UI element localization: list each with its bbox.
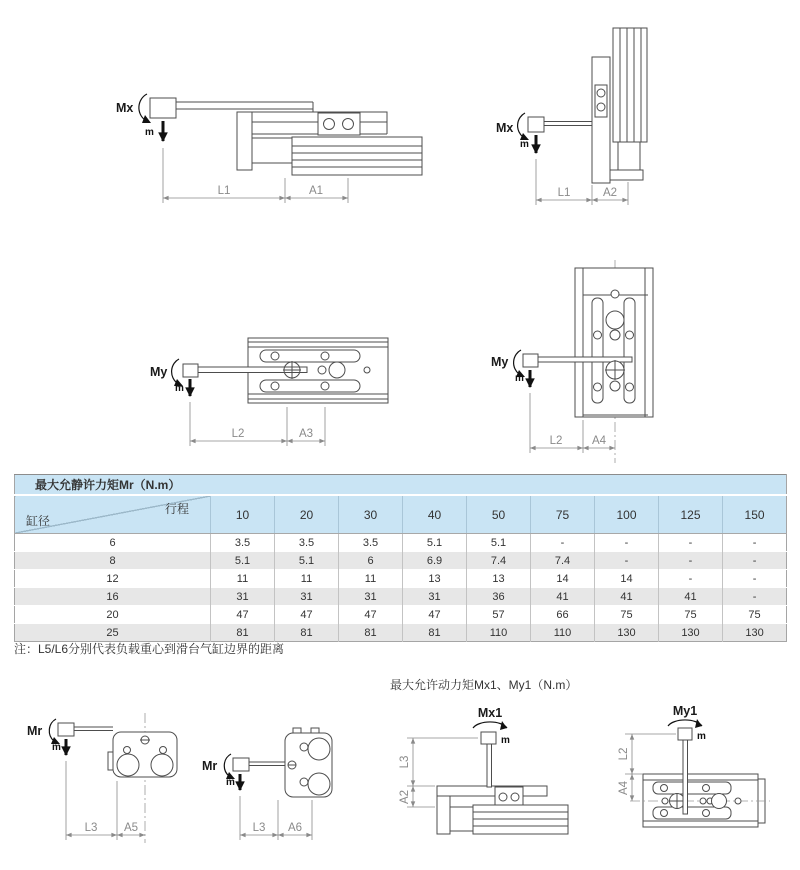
value-cell: 11 bbox=[211, 570, 275, 588]
dim-label-l2: L2 bbox=[618, 747, 630, 761]
dim-label-l1: L1 bbox=[217, 185, 231, 197]
value-cell: 7.4 bbox=[467, 552, 531, 570]
value-cell: 14 bbox=[595, 570, 659, 588]
dim-label-a3: A3 bbox=[298, 428, 314, 440]
diagram-mr-end-svg bbox=[20, 710, 195, 855]
moment-label: Mr bbox=[202, 759, 218, 773]
value-cell: 13 bbox=[467, 570, 531, 588]
table-row bbox=[15, 606, 787, 624]
mass-label: m bbox=[515, 373, 524, 384]
diagram-mx-front-svg bbox=[490, 15, 670, 210]
dim-label-a4: A4 bbox=[618, 780, 630, 796]
bore-header-label: 缸径 bbox=[26, 514, 51, 528]
stroke-col-header: 30 bbox=[339, 495, 403, 534]
load-block bbox=[523, 354, 538, 367]
value-cell: 3.5 bbox=[339, 534, 403, 552]
value-cell: 5.1 bbox=[211, 552, 275, 570]
value-cell: 130 bbox=[723, 624, 787, 642]
value-cell: 75 bbox=[723, 606, 787, 624]
value-cell: - bbox=[659, 552, 723, 570]
table-title-row bbox=[15, 475, 787, 496]
dim-label-a1: A1 bbox=[308, 185, 324, 197]
load-block bbox=[528, 117, 544, 132]
diagram-my-top bbox=[145, 325, 435, 460]
diagram-mx1-side-svg bbox=[398, 703, 583, 863]
value-cell: - bbox=[659, 534, 723, 552]
value-cell: 75 bbox=[659, 606, 723, 624]
table-title: 最大允静许力矩Mr（N.m） bbox=[15, 475, 787, 496]
value-cell: 81 bbox=[339, 624, 403, 642]
value-cell: 36 bbox=[467, 588, 531, 606]
moment-arc-icon bbox=[668, 719, 702, 728]
load-block bbox=[233, 758, 249, 771]
diagram-my-front bbox=[490, 258, 670, 468]
moment-label: My bbox=[150, 365, 168, 379]
table-row bbox=[15, 624, 787, 642]
mass-label: m bbox=[520, 139, 529, 150]
dim-label-a5: A5 bbox=[123, 822, 139, 834]
value-cell: 81 bbox=[275, 624, 339, 642]
bore-cell: 20 bbox=[15, 606, 211, 624]
value-cell: 31 bbox=[403, 588, 467, 606]
dim-label-l1: L1 bbox=[557, 187, 571, 199]
dim-label-l2: L2 bbox=[231, 428, 245, 440]
diagram-mr-side-svg bbox=[195, 710, 370, 855]
table-row bbox=[15, 552, 787, 570]
value-cell: - bbox=[723, 588, 787, 606]
stroke-col-header: 125 bbox=[659, 495, 723, 534]
moment-label: Mx1 bbox=[477, 706, 503, 720]
dim-label-a4: A4 bbox=[591, 435, 607, 447]
moment-arc-icon bbox=[473, 721, 507, 730]
mass-label: m bbox=[52, 742, 61, 753]
table-row bbox=[15, 534, 787, 552]
diagram-my1-top bbox=[612, 700, 792, 865]
moment-label: Mx bbox=[116, 101, 134, 115]
value-cell: 81 bbox=[211, 624, 275, 642]
dynamic-moment-section-title: 最大允许动力矩Mx1、My1（N.m） bbox=[390, 678, 578, 692]
value-cell: 6 bbox=[339, 552, 403, 570]
value-cell: 5.1 bbox=[275, 552, 339, 570]
value-cell: - bbox=[595, 552, 659, 570]
load-block bbox=[58, 723, 74, 736]
value-cell: - bbox=[723, 552, 787, 570]
stroke-col-header: 100 bbox=[595, 495, 659, 534]
moment-arc-icon bbox=[139, 94, 151, 123]
bore-cell: 12 bbox=[15, 570, 211, 588]
value-cell: 57 bbox=[467, 606, 531, 624]
value-cell: 81 bbox=[403, 624, 467, 642]
value-cell: 5.1 bbox=[403, 534, 467, 552]
value-cell: 47 bbox=[339, 606, 403, 624]
value-cell: 130 bbox=[659, 624, 723, 642]
stroke-col-header: 150 bbox=[723, 495, 787, 534]
value-cell: 3.5 bbox=[211, 534, 275, 552]
stroke-col-header: 10 bbox=[211, 495, 275, 534]
mass-label: m bbox=[697, 731, 706, 742]
bore-cell: 6 bbox=[15, 534, 211, 552]
value-cell: 11 bbox=[275, 570, 339, 588]
value-cell: 47 bbox=[275, 606, 339, 624]
table-header-row bbox=[15, 495, 787, 534]
value-cell: - bbox=[659, 570, 723, 588]
value-cell: - bbox=[531, 534, 595, 552]
value-cell: 3.5 bbox=[275, 534, 339, 552]
diagram-mx1-side bbox=[398, 703, 583, 863]
dim-label-l3: L3 bbox=[252, 822, 266, 834]
diagram-my-front-svg bbox=[490, 258, 670, 468]
stroke-col-header: 50 bbox=[467, 495, 531, 534]
moment-label: My1 bbox=[672, 704, 698, 718]
load-block bbox=[150, 98, 176, 118]
value-cell: 66 bbox=[531, 606, 595, 624]
diagram-my1-top-svg bbox=[612, 700, 792, 865]
mass-label: m bbox=[226, 777, 235, 788]
load-block bbox=[481, 732, 496, 744]
value-cell: 31 bbox=[275, 588, 339, 606]
diagram-mr-side bbox=[195, 710, 370, 855]
value-cell: - bbox=[595, 534, 659, 552]
mass-label: m bbox=[145, 127, 154, 138]
value-cell: 31 bbox=[339, 588, 403, 606]
value-cell: 6.9 bbox=[403, 552, 467, 570]
moment-label: Mr bbox=[27, 724, 43, 738]
value-cell: 13 bbox=[403, 570, 467, 588]
table-row bbox=[15, 588, 787, 606]
value-cell: 110 bbox=[467, 624, 531, 642]
value-cell: 110 bbox=[531, 624, 595, 642]
value-cell: 41 bbox=[595, 588, 659, 606]
diagram-mx-side bbox=[100, 82, 470, 212]
diagram-mx-side-svg bbox=[100, 82, 470, 212]
bore-cell: 8 bbox=[15, 552, 211, 570]
value-cell: 75 bbox=[595, 606, 659, 624]
value-cell: 41 bbox=[659, 588, 723, 606]
value-cell: 47 bbox=[403, 606, 467, 624]
bore-cell: 25 bbox=[15, 624, 211, 642]
value-cell: 7.4 bbox=[531, 552, 595, 570]
moment-arc-icon bbox=[518, 113, 529, 140]
diagram-mx-front bbox=[490, 15, 670, 210]
dim-label-l3: L3 bbox=[84, 822, 98, 834]
dim-label-a6: A6 bbox=[287, 822, 303, 834]
load-block bbox=[183, 364, 198, 377]
table-row bbox=[15, 570, 787, 588]
value-cell: 31 bbox=[211, 588, 275, 606]
value-cell: 41 bbox=[531, 588, 595, 606]
dim-label-a2: A2 bbox=[399, 789, 411, 805]
diagram-my-top-svg bbox=[145, 325, 435, 460]
stroke-header-label: 行程 bbox=[164, 502, 189, 516]
moment-label: Mx bbox=[496, 121, 514, 135]
bore-cell: 16 bbox=[15, 588, 211, 606]
static-moment-table bbox=[14, 474, 787, 642]
value-cell: 130 bbox=[595, 624, 659, 642]
stroke-col-header: 20 bbox=[275, 495, 339, 534]
load-block bbox=[678, 728, 692, 740]
dim-label-l2: L2 bbox=[549, 435, 563, 447]
footnote: 注：L5/L6分别代表负载重心到滑台气缸边界的距离 bbox=[14, 642, 285, 656]
moment-label: My bbox=[491, 355, 509, 369]
value-cell: 5.1 bbox=[467, 534, 531, 552]
value-cell: - bbox=[723, 534, 787, 552]
stroke-col-header: 75 bbox=[531, 495, 595, 534]
stroke-col-header: 40 bbox=[403, 495, 467, 534]
value-cell: 11 bbox=[339, 570, 403, 588]
moment-arc-icon bbox=[172, 359, 183, 386]
diagram-mr-end bbox=[20, 710, 195, 855]
dim-label-a2: A2 bbox=[602, 187, 618, 199]
value-cell: - bbox=[723, 570, 787, 588]
mass-label: m bbox=[501, 735, 510, 746]
mass-label: m bbox=[175, 383, 184, 394]
value-cell: 47 bbox=[211, 606, 275, 624]
dim-label-l3: L3 bbox=[399, 755, 411, 769]
corner-header-cell bbox=[15, 495, 211, 534]
value-cell: 14 bbox=[531, 570, 595, 588]
